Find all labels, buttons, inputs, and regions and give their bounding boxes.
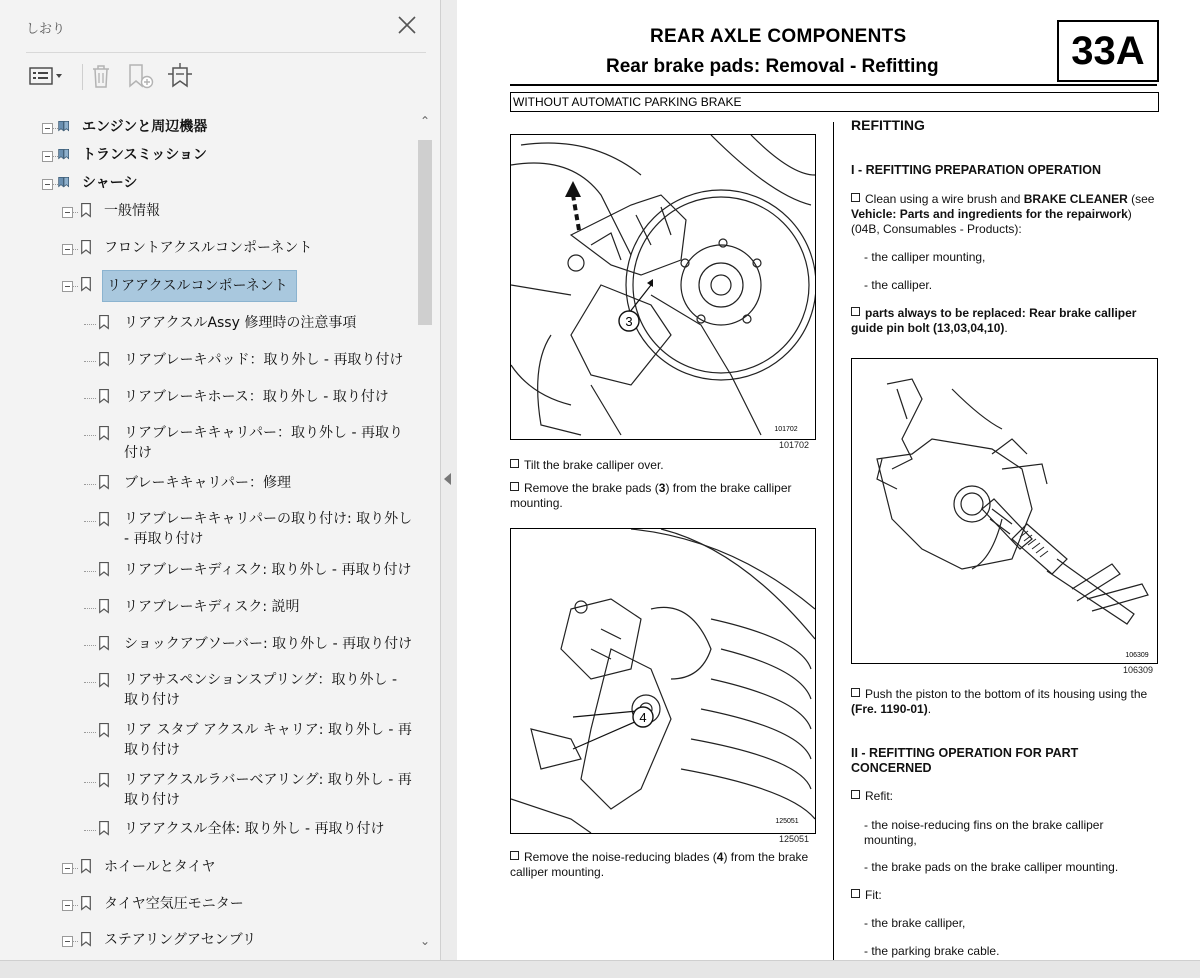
bookmark-label: リアブレーキパッド：取り外し - 再取り付け (124, 352, 404, 368)
bookmark-icon (98, 511, 110, 527)
expand-toggle-icon[interactable] (62, 936, 73, 947)
book-bookmark-icon (58, 146, 70, 162)
bookmark-label: リアブレーキキャリパー：取り外し - 再取り付け (124, 425, 403, 461)
expand-toggle-icon[interactable] (42, 179, 53, 190)
bookmark-label: リアアクスルAssy 修理時の注意事項 (124, 315, 357, 331)
expand-toggle-icon[interactable] (62, 863, 73, 874)
bookmark-icon (98, 425, 110, 441)
checkbox-bullet-icon (851, 307, 860, 316)
bookmark-item[interactable] (26, 237, 416, 259)
step-tilt: Tilt the brake calliper over. (510, 458, 810, 473)
op-heading: II - REFITTING OPERATION FOR PART CONCERNED (851, 746, 1079, 775)
bookmark-item[interactable] (26, 116, 416, 138)
tree-connector (84, 682, 96, 684)
bookmark-label: リアアクスルコンポーネント (102, 270, 297, 302)
tree-connector (84, 830, 96, 832)
bookmark-icon (98, 388, 110, 404)
expand-toggle-icon[interactable] (62, 281, 73, 292)
bookmark-label: リアアクスルラバーベアリング: 取り外し - 再取り付け (124, 772, 412, 808)
bookmark-item[interactable] (26, 472, 416, 494)
expand-toggle-icon[interactable] (62, 900, 73, 911)
expand-toggle-icon[interactable] (42, 151, 53, 162)
delete-bookmark-button[interactable] (88, 62, 114, 90)
scroll-up-icon[interactable]: ⌃ (419, 114, 431, 128)
panel-splitter[interactable] (441, 0, 457, 960)
close-panel-button[interactable] (396, 14, 418, 36)
bookmark-label: リア スタブ アクスル キャリア: 取り外し - 再取り付け (124, 722, 412, 758)
item-brake-calliper: - the brake calliper, (864, 916, 966, 930)
bookmark-label: ショックアブソーバー: 取り外し - 再取り付け (124, 636, 413, 652)
collapse-arrow-icon[interactable] (444, 473, 451, 485)
bookmark-star-icon (164, 62, 196, 90)
page-subtitle: Rear brake pads: Removal - Refitting (606, 56, 939, 77)
list-options-icon (28, 62, 68, 90)
fig2-callout: 4 (639, 710, 647, 725)
add-bookmark-icon (126, 62, 156, 90)
bookmark-icon (98, 314, 110, 330)
bookmarks-panel (0, 0, 441, 960)
condition-box: WITHOUT AUTOMATIC PARKING BRAKE (510, 92, 1159, 112)
tree-connector (73, 868, 78, 870)
tree-connector (84, 782, 96, 784)
fig1-number: 101702 (779, 440, 810, 450)
tree-connector (73, 941, 78, 943)
section-code: 33A (1057, 20, 1159, 82)
figure-noise-blades (510, 528, 816, 834)
scroll-down-icon[interactable]: ⌄ (419, 934, 431, 948)
step-clean: Clean using a wire brush and BRAKE CLEANER (see Vehicle: Parts and ingredients for the repairwork) (04B, Consumables - Products): (851, 192, 1155, 236)
step-parts-replace: parts always to be replaced: Rear brake calliper guide pin bolt (13,03,04,10). (851, 306, 1137, 335)
bookmark-icon (98, 561, 110, 577)
trash-icon (88, 62, 114, 90)
bookmark-item[interactable] (26, 670, 416, 714)
bookmark-item[interactable] (26, 596, 416, 618)
bookmark-label: リアブレーキディスク: 取り外し - 再取り付け (124, 562, 412, 578)
tree-scroll-thumb[interactable] (418, 140, 432, 325)
checkbox-bullet-icon (851, 790, 860, 799)
tree-connector (73, 905, 78, 907)
bookmark-label: リアサスペンションスプリング：取り外し - 取り付け (124, 672, 398, 708)
bookmark-item[interactable] (26, 312, 416, 334)
item-calliper: - the calliper. (864, 278, 933, 292)
brake-calliper-illustration (511, 135, 815, 439)
bookmark-icon (98, 598, 110, 614)
panel-divider (26, 52, 426, 53)
checkbox-bullet-icon (851, 688, 860, 697)
status-bar (0, 960, 1200, 978)
bookmark-item[interactable] (26, 509, 416, 553)
document-page (457, 0, 1200, 960)
toolbar-divider (82, 64, 83, 90)
bookmark-item[interactable] (26, 929, 416, 951)
step-fit: Fit: (851, 888, 882, 903)
bookmark-label: ステアリングアセンブリ (104, 932, 257, 948)
bookmark-label: ブレーキキャリパー：修理 (124, 475, 292, 491)
bookmark-item[interactable] (26, 893, 416, 915)
bookmark-label: エンジンと周辺機器 (82, 119, 208, 135)
bookmark-item[interactable] (26, 274, 416, 304)
book-bookmark-icon (58, 174, 70, 190)
bookmark-label: フロントアクスルコンポーネント (104, 240, 313, 256)
checkbox-bullet-icon (510, 459, 519, 468)
tree-connector (84, 484, 96, 486)
tree-connector (84, 571, 96, 573)
expand-toggle-icon[interactable] (42, 123, 53, 134)
bookmark-icon (98, 722, 110, 738)
bookmark-icon (80, 239, 92, 255)
tree-connector (73, 286, 78, 288)
figure-brake-calliper-tilt (510, 134, 816, 440)
piston-tool-illustration (852, 359, 1157, 663)
bookmark-icon (80, 276, 92, 292)
tree-connector (84, 521, 96, 523)
title-rule (510, 84, 1157, 86)
checkbox-bullet-icon (510, 851, 519, 860)
bookmark-icon (80, 858, 92, 874)
tree-connector (84, 435, 96, 437)
tree-connector (84, 645, 96, 647)
bookmarks-title: しおり (26, 22, 66, 37)
bookmark-item[interactable] (26, 856, 416, 878)
tree-connector (73, 212, 78, 214)
fig2-number: 125051 (779, 834, 810, 844)
tree-connector (84, 608, 96, 610)
bookmark-label: リアアクスル全体: 取り外し - 再取り付け (124, 821, 385, 837)
bookmark-icon (98, 820, 110, 836)
bookmark-icon (80, 202, 92, 218)
bookmark-label: 一般情報 (104, 203, 160, 219)
bookmark-icon (98, 474, 110, 490)
item-brake-pads: - the brake pads on the brake calliper mounting. (864, 860, 1119, 874)
checkbox-bullet-icon (851, 889, 860, 898)
checkbox-bullet-icon (510, 482, 519, 491)
prep-heading: I - REFITTING PREPARATION OPERATION (851, 163, 1101, 177)
bookmark-label: リアブレーキキャリパーの取り付け: 取り外し - 再取り付け (124, 511, 413, 547)
fig1-inner-number: 101702 (774, 426, 798, 433)
bookmark-item[interactable] (26, 386, 416, 408)
step-push-piston: Push the piston to the bottom of its housing using the (Fre. 1190-01). (851, 687, 1148, 716)
bookmark-item[interactable] (26, 144, 416, 166)
step-remove-blades: Remove the noise-reducing blades (4) from the brake calliper mounting. (510, 850, 809, 879)
add-bookmark-button[interactable] (126, 62, 156, 90)
bookmark-item[interactable] (26, 559, 416, 581)
page-title: REAR AXLE COMPONENTS (650, 26, 907, 47)
bookmark-icon (98, 772, 110, 788)
fig2-inner-number: 125051 (775, 818, 799, 825)
expand-bookmark-button[interactable] (164, 62, 196, 90)
bookmark-tree (26, 106, 416, 956)
fig1-callout: 3 (625, 314, 633, 329)
step-refit: Refit: (851, 789, 893, 804)
bookmark-item[interactable] (26, 770, 416, 814)
refitting-heading: REFITTING (851, 117, 925, 133)
item-noise-fins: - the noise-reducing fins on the brake calliper mounting, (864, 818, 1104, 847)
tree-connector (73, 249, 78, 251)
bookmark-label: ホイールとタイヤ (104, 859, 216, 875)
checkbox-bullet-icon (851, 193, 860, 202)
step-remove-pads: Remove the brake pads (3) from the brake calliper mounting. (510, 481, 792, 510)
noise-blades-illustration (511, 529, 815, 833)
bookmark-icon (98, 672, 110, 688)
bookmark-label: リアブレーキディスク: 説明 (124, 599, 300, 615)
tree-connector (84, 398, 96, 400)
tree-connector (84, 324, 96, 326)
bookmark-icon (98, 351, 110, 367)
bookmark-label: リアブレーキホース：取り外し - 取り付け (124, 389, 389, 405)
bookmark-item[interactable] (26, 349, 416, 371)
bookmark-label: タイヤ空気圧モニター (104, 896, 244, 912)
options-menu-button[interactable] (28, 62, 68, 90)
item-calliper-mounting: - the calliper mounting, (864, 250, 986, 264)
bookmark-item[interactable] (26, 818, 416, 840)
expand-toggle-icon[interactable] (62, 244, 73, 255)
bookmark-item[interactable] (26, 633, 416, 655)
book-bookmark-icon (58, 118, 70, 134)
close-icon (396, 14, 418, 36)
bookmark-label: トランスミッション (82, 147, 208, 163)
bookmark-icon (80, 931, 92, 947)
expand-toggle-icon[interactable] (62, 207, 73, 218)
bookmark-item[interactable] (26, 423, 416, 467)
figure-piston-tool (851, 358, 1158, 664)
bookmark-item[interactable] (26, 200, 416, 222)
bookmark-icon (80, 895, 92, 911)
fig3-number: 106309 (1123, 665, 1154, 675)
bookmark-icon (98, 635, 110, 651)
tree-connector (84, 361, 96, 363)
bookmark-item[interactable] (26, 172, 416, 194)
bookmark-label: シャーシ (82, 175, 138, 191)
tree-connector (84, 732, 96, 734)
column-divider (833, 122, 834, 960)
fig3-inner-number: 106309 (1125, 652, 1149, 659)
item-parking-cable: - the parking brake cable. (864, 944, 1000, 958)
bookmark-item[interactable] (26, 720, 416, 764)
